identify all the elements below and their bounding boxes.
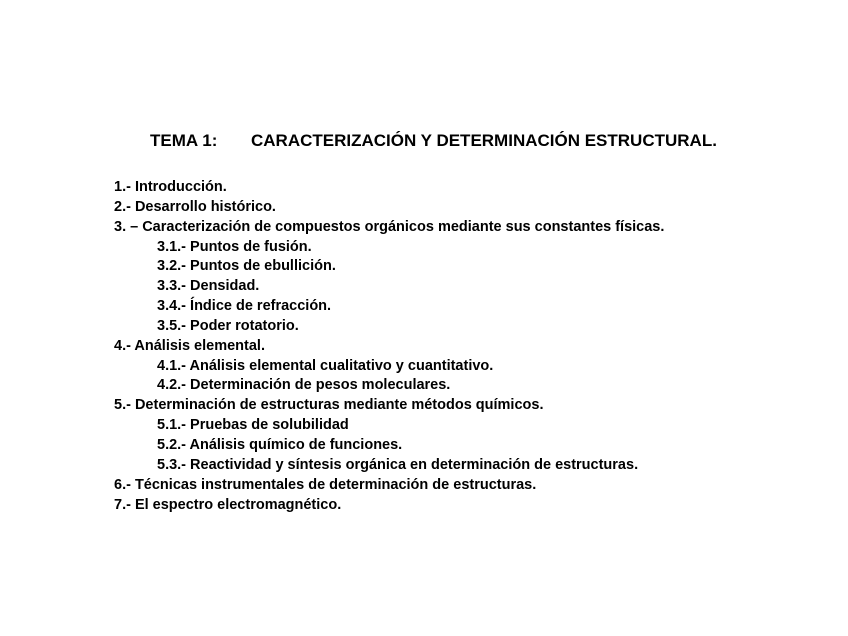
toc-item: 4.- Análisis elemental.	[114, 337, 265, 354]
toc-subitem: 3.1.- Puntos de fusión.	[157, 238, 312, 255]
toc-subitem: 3.5.- Poder rotatorio.	[157, 317, 299, 334]
toc-subitem: 3.3.- Densidad.	[157, 278, 260, 295]
toc-subitem: 5.2.- Análisis químico de funciones.	[157, 436, 403, 453]
page-title	[150, 131, 717, 151]
table-of-contents	[114, 178, 664, 515]
topic-label: TEMA 1:	[150, 131, 218, 150]
topic-title-text: CARACTERIZACIÓN Y DETERMINACIÓN ESTRUCTURAL.	[251, 131, 717, 150]
toc-item: 5.- Determinación de estructuras mediante métodos químicos.	[114, 397, 544, 414]
toc-subitem: 3.4.- Índice de refracción.	[157, 298, 332, 315]
toc-item: 1.- Introducción.	[114, 179, 227, 195]
toc-item: 7.- El espectro electromagnético.	[114, 496, 342, 513]
toc-subitem: 4.1.- Análisis elemental cualitativo y cuantitativo.	[157, 357, 494, 374]
toc-subitem: 3.2.- Puntos de ebullición.	[157, 258, 336, 275]
toc-item: 6.- Técnicas instrumentales de determinación de estructuras.	[114, 476, 537, 493]
toc-item: 3. – Caracterización de compuestos orgánicos mediante sus constantes físicas.	[114, 218, 665, 235]
toc-subitem: 5.1.- Pruebas de solubilidad	[157, 417, 349, 434]
toc-subitem: 5.3.- Reactividad y síntesis orgánica en determinación de estructuras.	[157, 456, 639, 473]
toc-subitem: 4.2.- Determinación de pesos moleculares.	[157, 377, 451, 394]
toc-item: 2.- Desarrollo histórico.	[114, 198, 276, 215]
